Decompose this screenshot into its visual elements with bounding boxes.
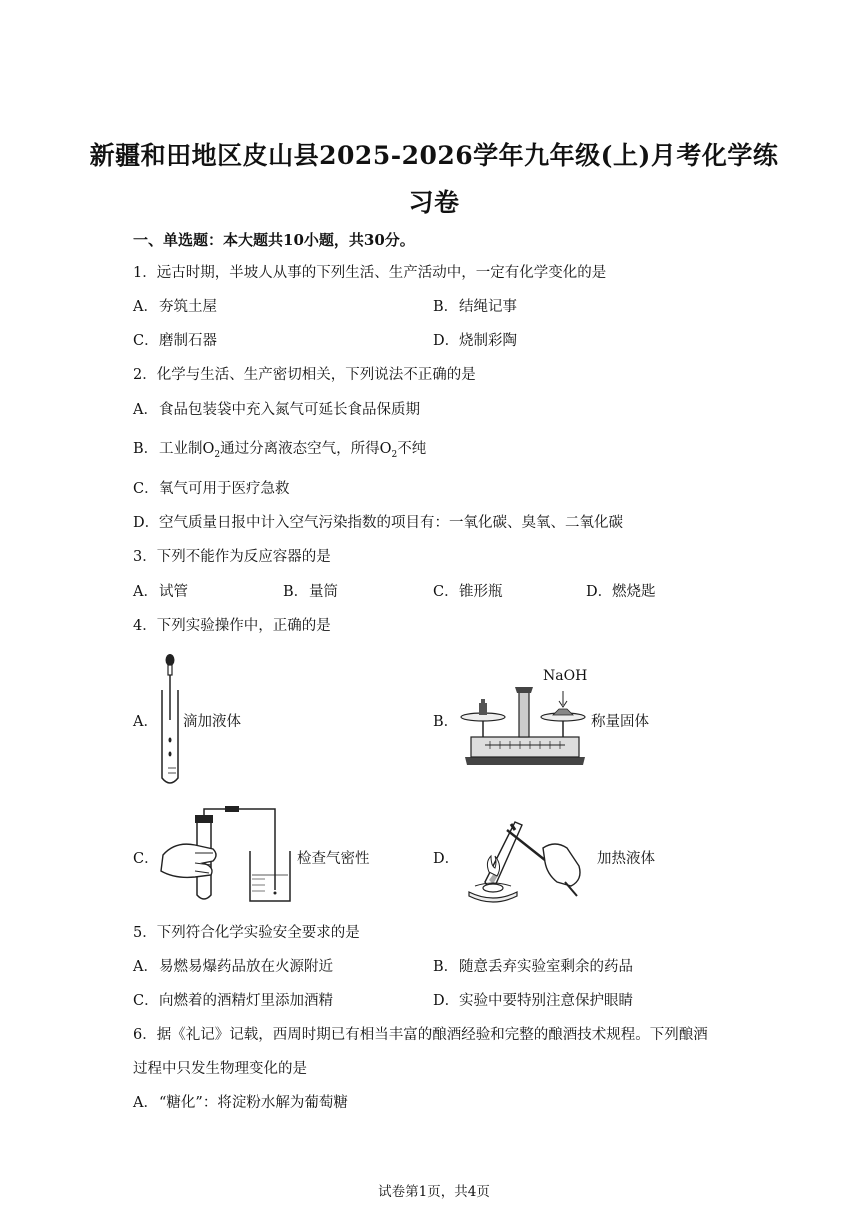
q1-option-d[interactable] [433, 329, 517, 350]
q2-option-a[interactable] [133, 398, 420, 419]
q6-stem-line1: 6．据《礼记》记载，西周时期已有相当丰富的酿酒经验和完整的酿酒技术规程。下列酿酒 [133, 1027, 708, 1043]
option-text: 烧制彩陶 [459, 333, 517, 349]
option-text-mid: 通过分离液态空气，所得O [220, 441, 392, 457]
option-text-post: 不纯 [397, 441, 427, 457]
option-label: C． [133, 993, 159, 1009]
option-label: D． [433, 333, 460, 349]
q2-stem: 2．化学与生活、生产密切相关，下列说法不正确的是 [133, 367, 476, 383]
q6-stem-line2: 过程中只发生物理变化的是 [133, 1061, 307, 1077]
option-text: 易燃易爆药品放在火源附近 [159, 959, 333, 975]
q5-option-c[interactable] [133, 989, 333, 1010]
option-text: 结绳记事 [459, 299, 517, 315]
subscript: 2 [214, 449, 221, 460]
naoh-label: NaOH [543, 668, 588, 684]
q1-option-c[interactable] [133, 329, 217, 350]
page-footer: 试卷第1页，共4页 [378, 1184, 490, 1200]
q1-stem: 1．远古时期，半坡人从事的下列生活、生产活动中，一定有化学变化的是 [133, 265, 607, 281]
option-label: D． [586, 584, 613, 600]
exam-title-line2: 习卷 [408, 188, 460, 217]
q3-option-b[interactable] [283, 580, 338, 601]
q3-option-a[interactable] [133, 580, 188, 601]
option-text: 随意丢弃实验室剩余的药品 [459, 959, 633, 975]
exam-title-line1: 新疆和田地区皮山县2025-2026学年九年级(上)月考化学练 [89, 141, 779, 170]
option-text: 氧气可用于医疗急救 [159, 481, 290, 497]
q3-stem: 3．下列不能作为反应容器的是 [133, 549, 331, 565]
option-label: B． [283, 584, 309, 600]
q2-option-d[interactable] [133, 511, 623, 532]
option-label: D． [433, 851, 460, 867]
option-label: C． [133, 851, 159, 867]
option-label: D． [433, 993, 460, 1009]
option-text: 磨制石器 [159, 333, 217, 349]
section-heading: 一、单选题：本大题共10小题，共30分。 [133, 231, 415, 249]
option-label: A． [133, 959, 158, 975]
q3-option-d[interactable] [586, 580, 656, 601]
option-text: 夯筑土屋 [159, 299, 217, 315]
q2-option-b[interactable] [133, 437, 426, 460]
option-label: A． [133, 1095, 158, 1111]
option-label: B． [133, 441, 159, 457]
q4-option-b-text: 称量固体 [591, 714, 649, 730]
option-label: A． [133, 714, 158, 730]
q4-option-c-text: 检查气密性 [297, 851, 370, 867]
option-label: B． [433, 959, 459, 975]
q3-option-c[interactable] [433, 580, 503, 601]
option-text: 燃烧匙 [612, 584, 656, 600]
airtightness-figure [155, 805, 295, 905]
option-label: C． [133, 481, 159, 497]
option-label: A． [133, 299, 158, 315]
option-text: 食品包装袋中充入氮气可延长食品保质期 [159, 402, 420, 418]
q2-option-c[interactable] [133, 477, 290, 498]
q4-stem: 4．下列实验操作中，正确的是 [133, 618, 331, 634]
option-text: 锥形瓶 [459, 584, 503, 600]
subscript: 2 [391, 449, 398, 460]
option-text: 试管 [159, 584, 188, 600]
option-label: B． [433, 714, 459, 730]
option-label: A． [133, 402, 158, 418]
option-label: C． [433, 584, 459, 600]
q5-stem: 5．下列符合化学实验安全要求的是 [133, 925, 360, 941]
q1-option-a[interactable] [133, 295, 217, 316]
q1-option-b[interactable] [433, 295, 517, 316]
option-text: 量筒 [309, 584, 338, 600]
option-text: 空气质量日报中计入空气污染指数的项目有：一氧化碳、臭氧、二氧化碳 [159, 515, 623, 531]
option-text-pre: 工业制O [159, 441, 215, 457]
q4-option-d-text: 加热液体 [597, 851, 655, 867]
option-label: A． [133, 584, 158, 600]
option-text: “糖化”：将淀粉水解为葡萄糖 [159, 1095, 348, 1111]
q5-option-b[interactable] [433, 955, 633, 976]
option-label: D． [133, 515, 160, 531]
q6-option-a[interactable] [133, 1091, 348, 1112]
option-label: B． [433, 299, 459, 315]
q4-option-a-text: 滴加液体 [183, 714, 241, 730]
option-label: C． [133, 333, 159, 349]
q5-option-a[interactable] [133, 955, 333, 976]
option-text: 向燃着的酒精灯里添加酒精 [159, 993, 333, 1009]
q5-option-d[interactable] [433, 989, 633, 1010]
heating-liquid-figure [455, 800, 595, 905]
option-text: 实验中要特别注意保护眼睛 [459, 993, 633, 1009]
